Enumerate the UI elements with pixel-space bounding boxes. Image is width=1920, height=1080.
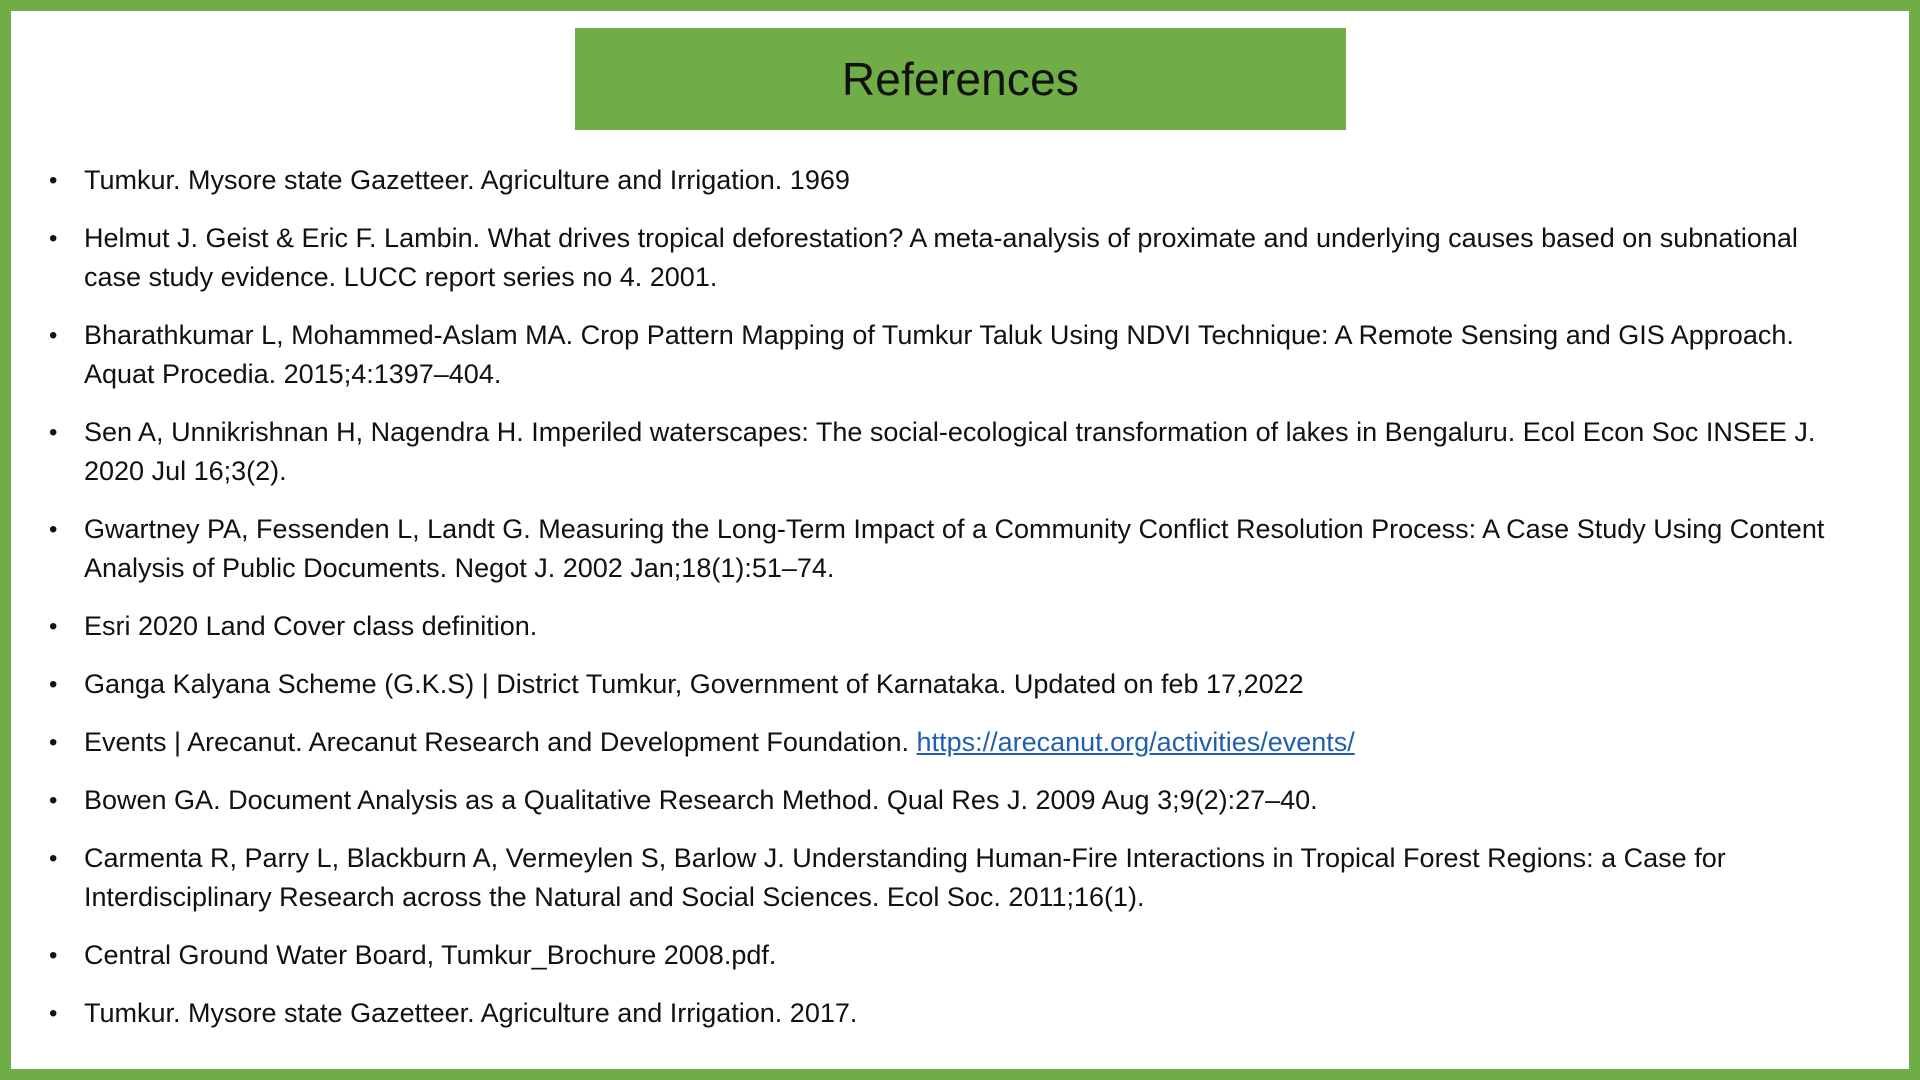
bullet-icon: •: [49, 787, 58, 814]
bullet-icon: •: [49, 167, 58, 194]
reference-item: [49, 607, 1849, 646]
reference-item: [49, 413, 1849, 491]
reference-text: Tumkur. Mysore state Gazetteer. Agriculture and Irrigation. 1969: [84, 165, 850, 195]
bullet-icon: •: [49, 322, 58, 349]
reference-item: [49, 781, 1849, 820]
reference-text: Central Ground Water Board, Tumkur_Brochure 2008.pdf.: [84, 940, 777, 970]
bullet-icon: •: [49, 729, 58, 756]
reference-text: Sen A, Unnikrishnan H, Nagendra H. Imperiled waterscapes: The social-ecological transformation of lakes in Bengaluru. Ecol Econ Soc INSEE J. 2020 Jul 16;3(2).: [84, 417, 1816, 486]
reference-text: Bharathkumar L, Mohammed-Aslam MA. Crop Pattern Mapping of Tumkur Taluk Using NDVI Technique: A Remote Sensing and GIS Approach. Aquat Procedia. 2015;4:1397–404.: [84, 320, 1794, 389]
bullet-icon: •: [49, 225, 58, 252]
title-banner: [575, 28, 1346, 130]
bullet-icon: •: [49, 1000, 58, 1027]
bullet-icon: •: [49, 516, 58, 543]
reference-item: [49, 839, 1849, 917]
page-title: References: [841, 53, 1080, 105]
reference-item: [49, 219, 1849, 297]
reference-text: Carmenta R, Parry L, Blackburn A, Vermeylen S, Barlow J. Understanding Human-Fire Interactions in Tropical Forest Regions: a Case for Interdisciplinary Research across the Natural and Social Sciences. Ecol Soc. 2011;16(1).: [84, 843, 1726, 912]
bullet-icon: •: [49, 845, 58, 872]
reference-item: [49, 161, 1849, 200]
reference-text: Gwartney PA, Fessenden L, Landt G. Measuring the Long-Term Impact of a Community Conflict Resolution Process: A Case Study Using Content Analysis of Public Documents. Negot J. 2002 Jan;18(1):51–74.: [84, 514, 1825, 583]
reference-text: Tumkur. Mysore state Gazetteer. Agriculture and Irrigation. 2017.: [84, 998, 858, 1028]
reference-text: Esri 2020 Land Cover class definition.: [84, 611, 538, 641]
bullet-icon: •: [49, 613, 58, 640]
reference-text: Ganga Kalyana Scheme (G.K.S) | District Tumkur, Government of Karnataka. Updated on feb 17,2022: [84, 669, 1304, 699]
reference-text: Bowen GA. Document Analysis as a Qualitative Research Method. Qual Res J. 2009 Aug 3;9(2):27–40.: [84, 785, 1318, 815]
arecanut-events-link[interactable]: https://arecanut.org/activities/events/: [916, 727, 1355, 757]
bullet-icon: •: [49, 419, 58, 446]
reference-item: [49, 994, 1849, 1033]
reference-item: [49, 723, 1849, 762]
bullet-icon: •: [49, 942, 58, 969]
reference-list: [49, 161, 1849, 1052]
reference-item: [49, 665, 1849, 704]
bullet-icon: •: [49, 671, 58, 698]
reference-text: Helmut J. Geist & Eric F. Lambin. What drives tropical deforestation? A meta-analysis of proximate and underlying causes based on subnational case study evidence. LUCC report series no 4. 2001.: [84, 223, 1798, 292]
reference-text: Events | Arecanut. Arecanut Research and Development Foundation.: [84, 727, 910, 757]
reference-item: [49, 936, 1849, 975]
reference-item: [49, 316, 1849, 394]
reference-item: [49, 510, 1849, 588]
